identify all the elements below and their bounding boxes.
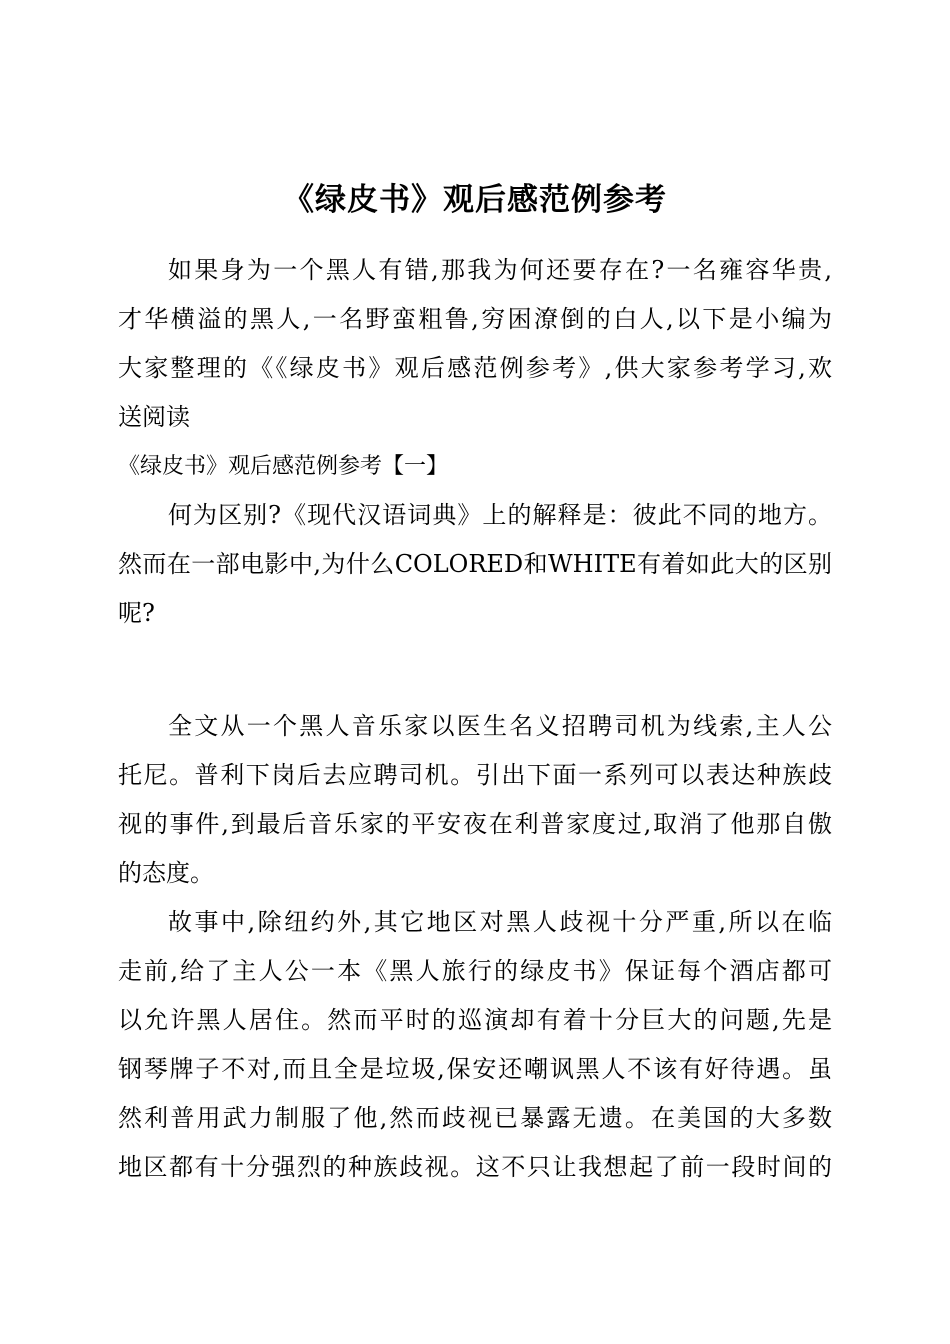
text-line: 钢琴牌子不对,而且全是垃圾,保安还嘲讽黑人不该有好待遇。虽 — [118, 1055, 832, 1083]
paragraph-2 — [118, 702, 832, 898]
text-line: 的态度。 — [118, 859, 214, 887]
text-line: 地区都有十分强烈的种族歧视。这不只让我想起了前一段时间的 — [118, 1153, 832, 1181]
text-line: 故事中,除纽约外,其它地区对黑人歧视十分严重,所以在临 — [168, 908, 832, 936]
section-heading: 《绿皮书》观后感范例参考【一】 — [118, 454, 449, 479]
paragraph-gap — [118, 638, 832, 702]
text-line: 托尼。普利下岗后去应聘司机。引出下面一系列可以表达种族歧 — [118, 761, 832, 789]
text-line: 何为区别?《现代汉语词典》上的解释是：彼此不同的地方。 — [168, 501, 832, 529]
text-line: 全文从一个黑人音乐家以医生名义招聘司机为线索,主人公 — [168, 712, 832, 740]
text-line: 才华横溢的黑人,一名野蛮粗鲁,穷困潦倒的白人,以下是小编为 — [118, 305, 832, 333]
text-line: 如果身为一个黑人有错,那我为何还要存在?一名雍容华贵, — [168, 256, 832, 284]
text-line: 然利普用武力制服了他,然而歧视已暴露无遗。在美国的大多数 — [118, 1104, 832, 1132]
text-line: 大家整理的《《绿皮书》观后感范例参考》,供大家参考学习,欢 — [118, 354, 832, 382]
paragraph-1 — [118, 491, 832, 638]
text-line: 以允许黑人居住。然而平时的巡演却有着十分巨大的问题,先是 — [118, 1006, 832, 1034]
document-title: 《绿皮书》观后感范例参考 — [283, 182, 667, 218]
text-line: 送阅读 — [118, 403, 190, 431]
text-line: 走前,给了主人公一本《黑人旅行的绿皮书》保证每个酒店都可 — [118, 957, 832, 985]
text-line: 然而在一部电影中,为什么COLORED和WHITE有着如此大的区别 — [118, 550, 832, 578]
text-line: 视的事件,到最后音乐家的平安夜在利普家度过,取消了他那自傲 — [118, 810, 832, 838]
paragraph-3 — [118, 898, 832, 1192]
text-line: 呢? — [118, 599, 155, 627]
intro-paragraph — [118, 246, 832, 442]
document-body — [118, 246, 832, 1192]
